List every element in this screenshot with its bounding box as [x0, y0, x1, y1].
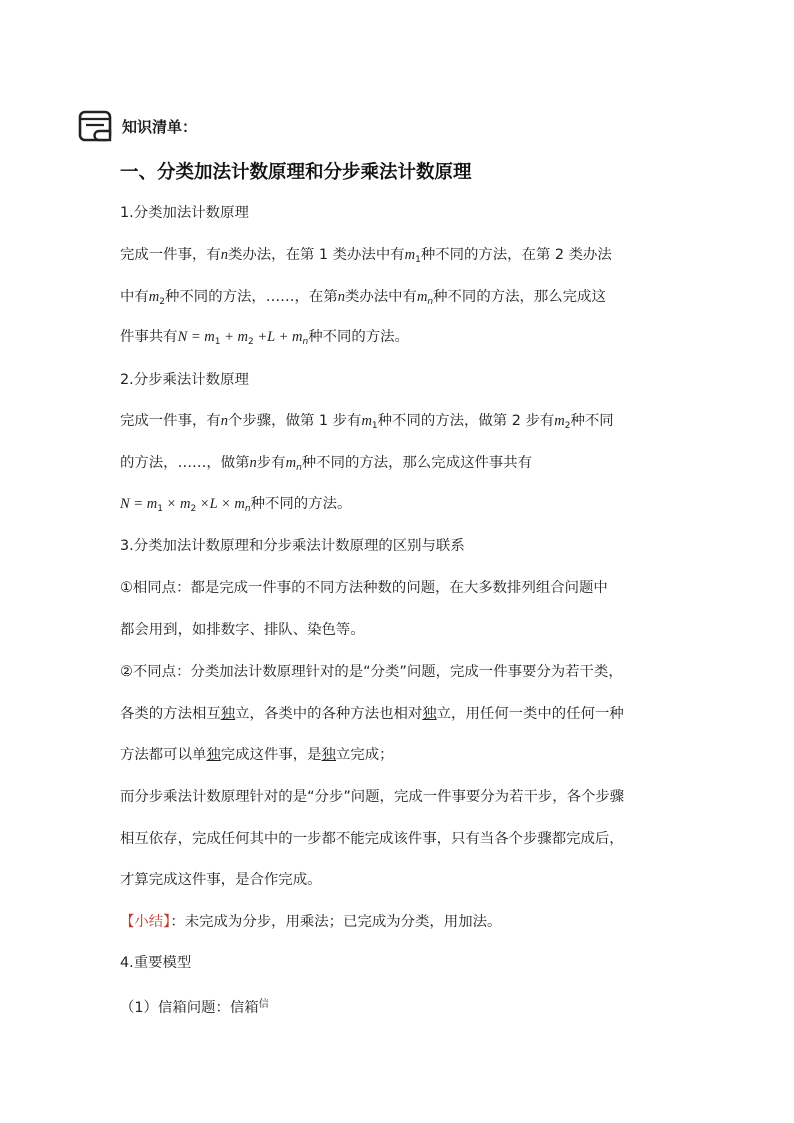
- product-formula: N = m: [120, 496, 158, 512]
- summary-line: 【小结】：未完成为分步，用乘法；已完成为分类，用加法。: [120, 914, 502, 930]
- book-icon: [78, 108, 114, 144]
- paragraph-line: 才算完成这件事，是合作完成。: [120, 872, 322, 888]
- paragraph-line: 方法都可以单独完成这件事，是独立完成；: [120, 747, 394, 763]
- paragraph-line: 完成一件事，有n个步骤，做第 1 步有$m_1$种不同的方法，做第 2 步有$m_2$种不同: [120, 413, 614, 431]
- paragraph-line: （1）信箱问题：信箱$^信$: [120, 999, 269, 1016]
- paragraph-line: ②不同点：分类加法计数原理针对的是“分类”问题，完成一件事要分为若干类，: [120, 664, 623, 680]
- paragraph-line: 件事共有$N = m_1 + m_2 +L + m_n$种不同的方法。: [120, 329, 409, 347]
- paragraph-line: 的方法，……，做第n步有$m_n$种不同的方法，那么完成这件事共有: [120, 455, 533, 473]
- paragraph-line: 中有$m_2$种不同的方法，……，在第n类办法中有$m_n$种不同的方法，那么完成这: [120, 289, 606, 307]
- section-label: 知识清单：: [122, 118, 198, 136]
- paragraph-line: 完成一件事，有n类办法，在第 1 类办法中有$m_1$种不同的方法，在第 2 类办法: [120, 247, 612, 265]
- subsection-title-3: 3.分类加法计数原理和分步乘法计数原理的区别与联系: [120, 538, 465, 554]
- paragraph-line: 都会用到，如排数字、排队、染色等。: [120, 622, 365, 638]
- paragraph-line: 各类的方法相互独立，各类中的各种方法也相对独立，用任何一类中的任何一种: [120, 706, 624, 722]
- paragraph-line: 相互依存，完成任何其中的一步都不能完成该件事，只有当各个步骤都完成后，: [120, 831, 624, 847]
- summary-tag: 【小结】: [120, 914, 171, 930]
- page-title: 一、分类加法计数原理和分步乘法计数原理: [120, 162, 472, 183]
- subsection-title-1: 1.分类加法计数原理: [120, 205, 249, 221]
- paragraph-line: $N = m_1 \times m_2 \times L \times m_n$种不同的方法。: [120, 496, 352, 514]
- paragraph-line: ①相同点：都是完成一件事的不同方法种数的问题，在大多数排列组合问题中: [120, 580, 608, 596]
- subsection-title-2: 2.分步乘法计数原理: [120, 372, 249, 388]
- sum-formula: N = m: [177, 329, 215, 345]
- subsection-title-4: 4.重要模型: [120, 955, 192, 971]
- paragraph-line: 而分步乘法计数原理针对的是“分步”问题，完成一件事要分为若干步，各个步骤: [120, 789, 625, 805]
